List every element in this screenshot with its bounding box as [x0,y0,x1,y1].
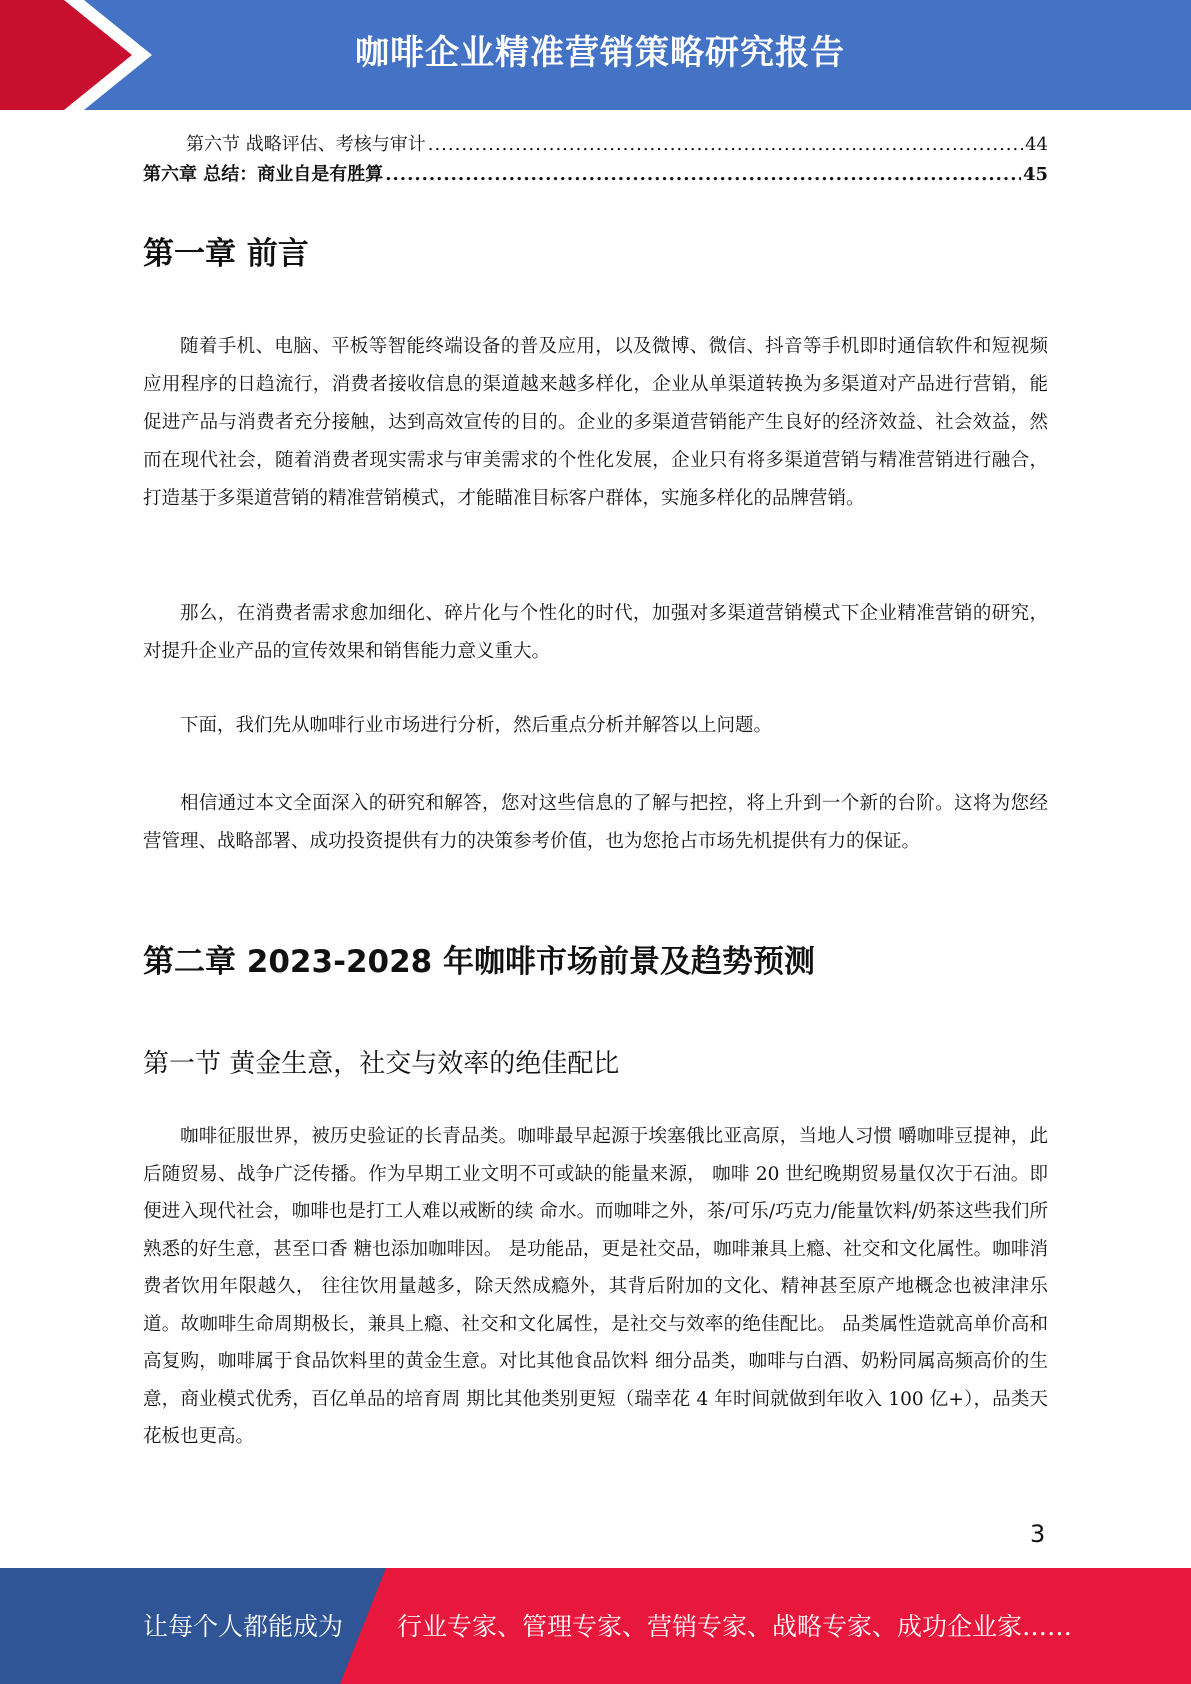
footer-slogan-right: 行业专家、管理专家、营销专家、战略专家、成功企业家…… [397,1612,1073,1641]
chapter-1-paragraph: 随着手机、电脑、平板等智能终端设备的普及应用，以及微博、微信、抖音等手机即时通信软件和短视频应用程序的日趋流行，消费者接收信息的渠道越来越多样化，企业从单渠道转换为多渠道对产品进行营销，能促进产品与消费者充分接触，达到高效宣传的目的。企业的多渠道营销能产生良好的经济效益、社会效益，然而在现代社会，随着消费者现实需求与审美需求的个性化发展，企业只有将多渠道营销与精准营销进行融合，打造基于多渠道营销的精准营销模式，才能瞄准目标客户群体，实施多样化的品牌营销。 [143,336,1048,509]
page-number: 3 [1030,1520,1046,1548]
page-header [0,0,1191,110]
chapter-2-heading: 第二章 2023-2028 年咖啡市场前景及趋势预测 [143,944,816,980]
section-1-heading: 第一节 黄金生意，社交与效率的绝佳配比 [143,1049,620,1079]
footer-slogan-left: 让每个人都能成为 [143,1612,344,1641]
toc-entry-label: 第六节 战略评估、考核与审计 [186,134,426,155]
toc-leader-dots [385,164,1021,185]
toc-entry[interactable] [143,130,1048,160]
toc-entry-page: 45 [1022,164,1048,185]
chapter-1-heading: 第一章 前言 [143,236,309,272]
chapter-1-paragraph: 那么，在消费者需求愈加细化、碎片化与个性化的时代，加强对多渠道营销模式下企业精准营销的研究，对提升企业产品的宣传效果和销售能力意义重大。 [143,603,1048,662]
toc-leader-dots [428,134,1023,155]
page-footer [0,1568,1191,1684]
table-of-contents [143,130,1048,190]
section-1-paragraph: 咖啡征服世界，被历史验证的长青品类。咖啡最早起源于埃塞俄比亚高原，当地人习惯 嚼咖啡豆提神，此后随贸易、战争广泛传播。作为早期工业文明不可或缺的能量来源， 咖啡 20 世纪晚期贸易量仅次于石油。即便进入现代社会，咖啡也是打工人难以戒断的续 命水。而咖啡之外，茶/可乐/巧克力/能量饮料/奶茶这些我们所熟悉的好生意，甚至口香 糖也添加咖啡因。 是功能品，更是社交品，咖啡兼具上瘾、社交和文化属性。咖啡消费者饮用年限越久， 往往饮用量越多，除天然成瘾外，其背后附加的文化、精神甚至原产地概念也被津津乐 道。故咖啡生命周期极长，兼具上瘾、社交和文化属性，是社交与效率的绝佳配比。 品类属性造就高单价高和高复购，咖啡属于食品饮料里的黄金生意。对比其他食品饮料 细分品类，咖啡与白酒、奶粉同属高频高价的生意，商业模式优秀，百亿单品的培育周 期比其他类别更短（瑞幸花 4 年时间就做到年收入 100 亿+），品类天花板也更高。 [143,1126,1048,1447]
chapter-1-paragraph: 相信通过本文全面深入的研究和解答，您对这些信息的了解与把控，将上升到一个新的台阶。这将为您经营管理、战略部署、成功投资提供有力的决策参考价值，也为您抢占市场先机提供有力的保证。 [143,793,1048,852]
header-red-chevron [0,0,150,110]
report-title: 咖啡企业精准营销策略研究报告 [355,33,845,73]
chapter-1-paragraph: 下面，我们先从咖啡行业市场进行分析，然后重点分析并解答以上问题。 [180,715,773,736]
toc-entry-page: 44 [1025,134,1048,155]
toc-entry[interactable] [143,160,1048,190]
toc-entry-label: 第六章 总结：商业自是有胜算 [143,164,384,185]
